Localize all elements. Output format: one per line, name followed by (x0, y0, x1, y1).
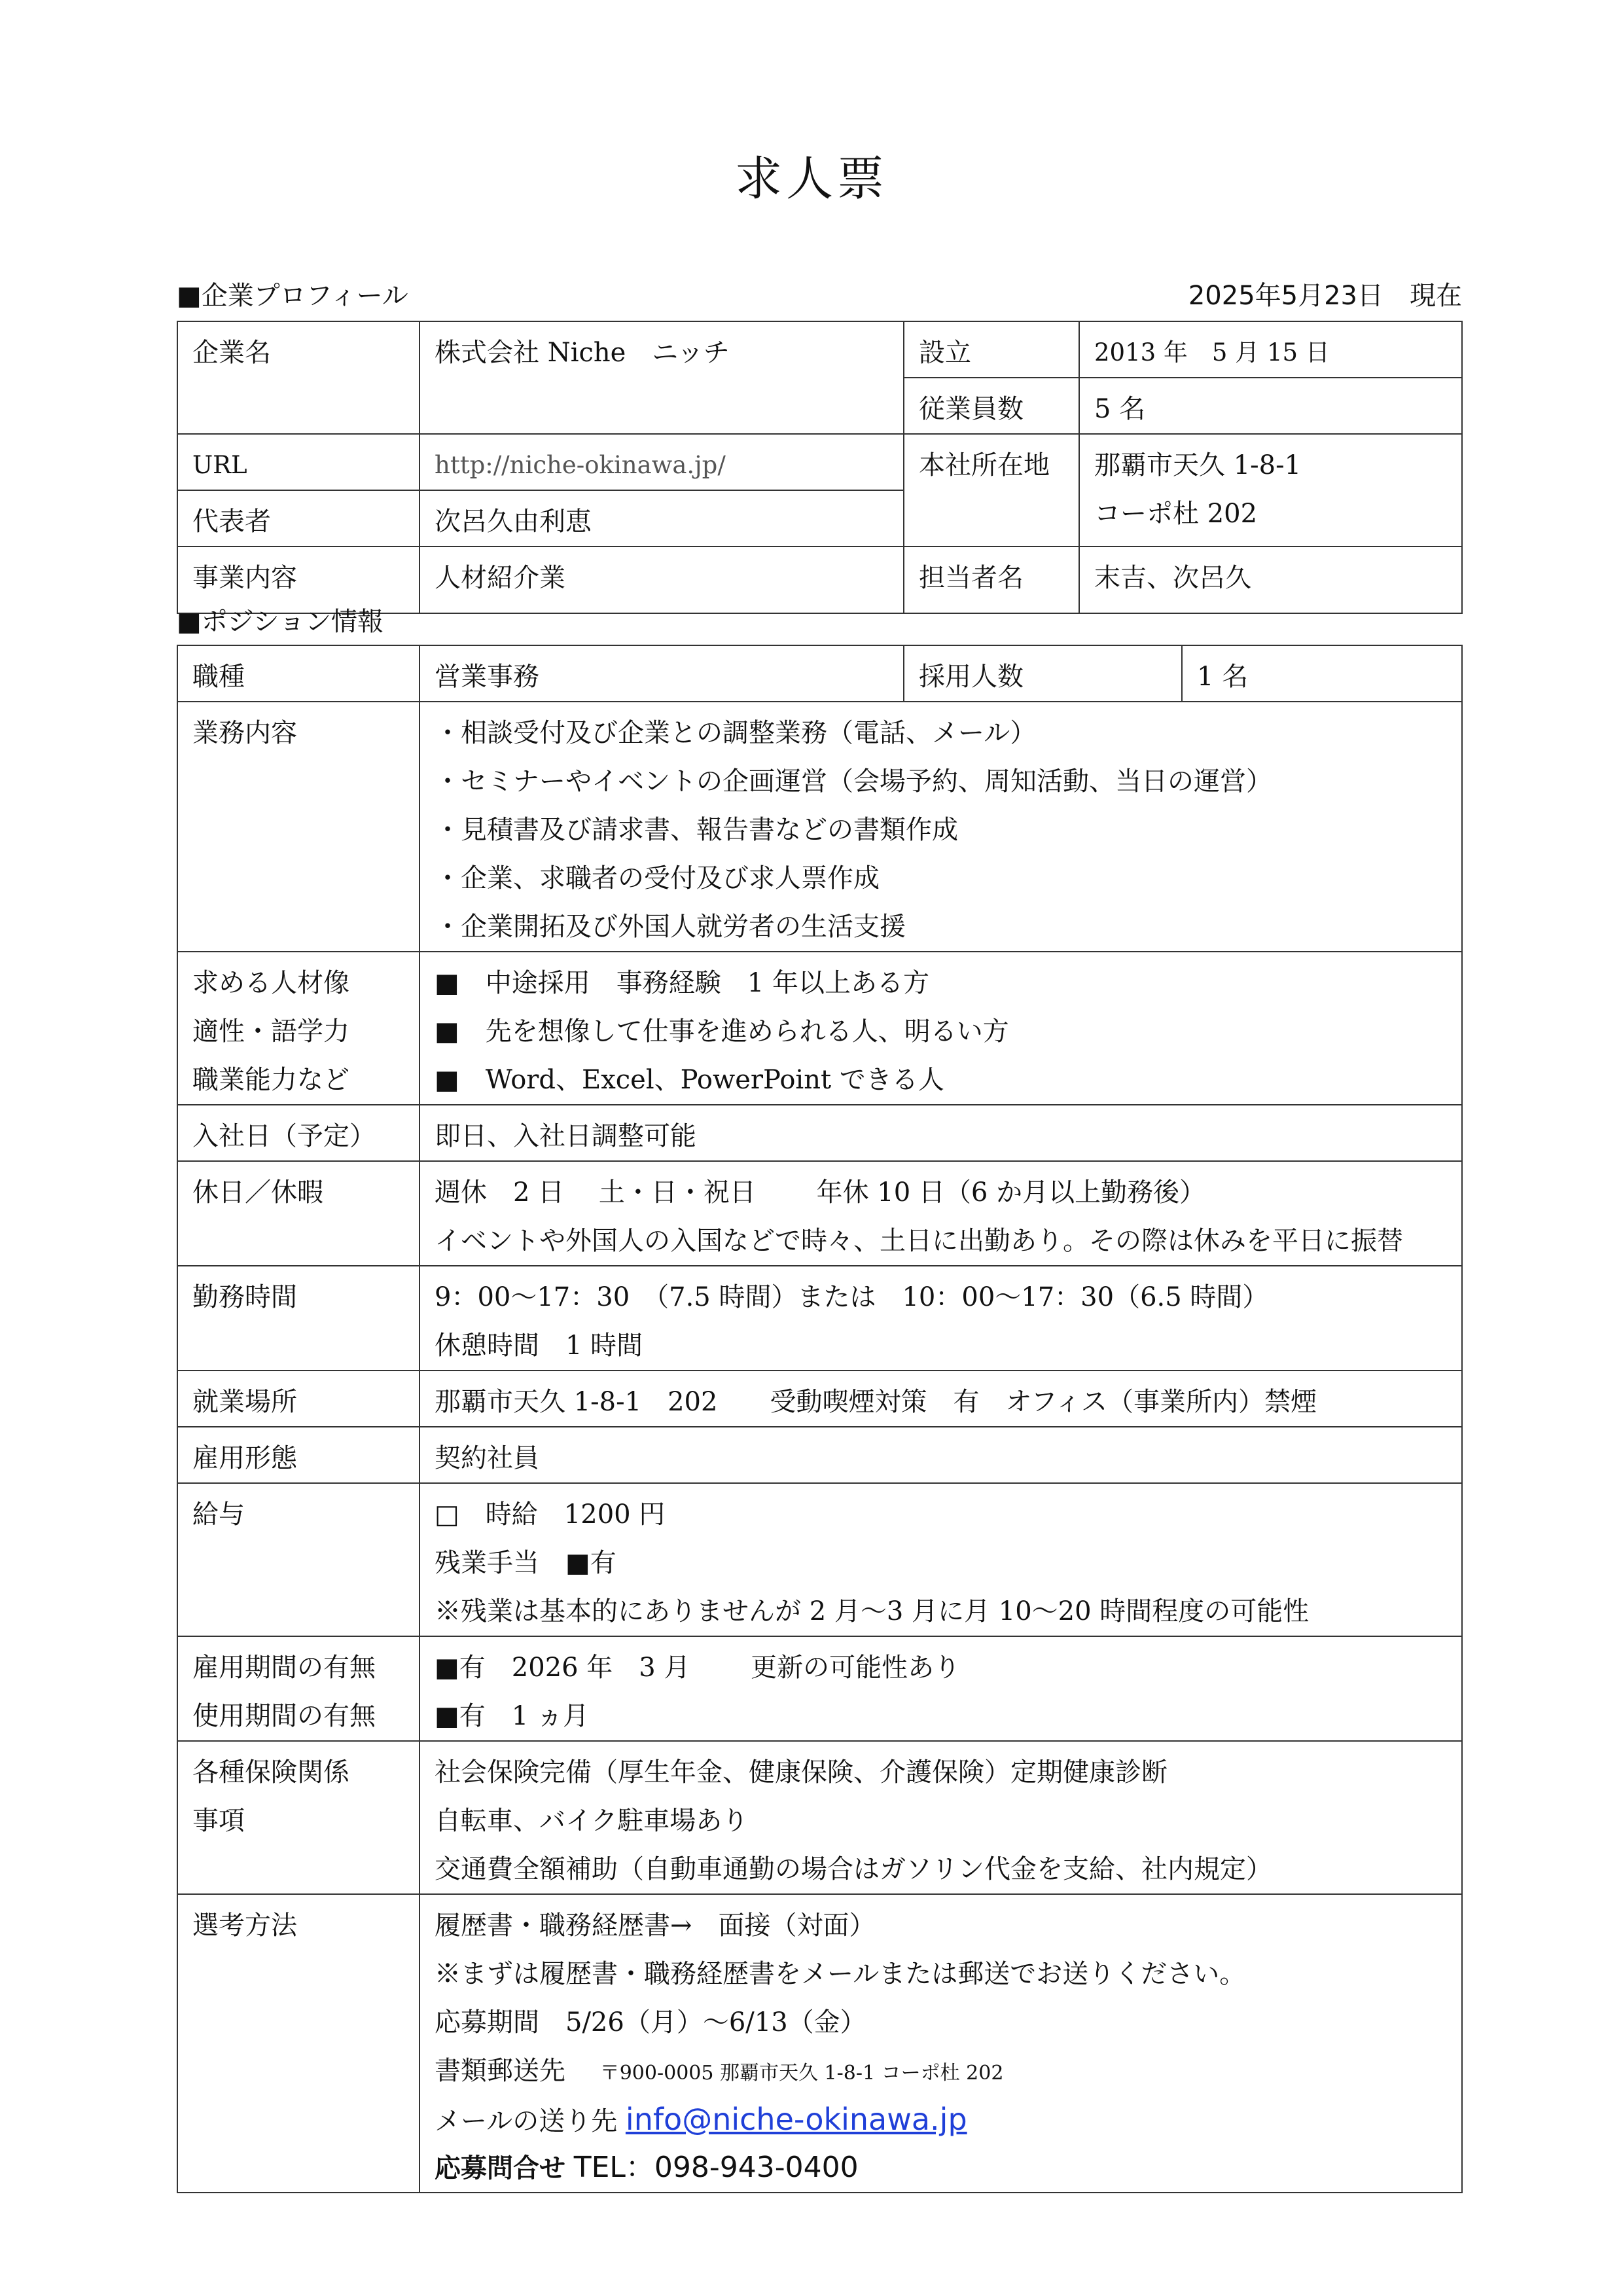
business-value: 人材紹介業 (419, 547, 904, 613)
contact-label: 担当者名 (904, 547, 1079, 613)
requirement-item: ■ 先を想像して仕事を進められる人、明るい方 (435, 1016, 1009, 1047)
probation-period-value: ■有 1 ヵ月 (435, 1701, 589, 1731)
phone-number[interactable]: TEL：098-943-0400 (573, 2151, 859, 2184)
requirements-list (419, 952, 1462, 1105)
duty-item: ・セミナーやイベントの企画運営（会場予約、周知活動、当日の運営） (435, 766, 1272, 797)
requirement-item: ■ Word、Excel、PowerPoint できる人 (435, 1065, 944, 1095)
founded-label: 設立 (904, 321, 1079, 378)
url-label: URL (177, 434, 419, 490)
hourly-wage-line: □ 時給 1200 円 (435, 1499, 666, 1530)
employees-value: 5 名 (1079, 378, 1462, 434)
salary-label: 給与 (177, 1483, 419, 1636)
employment-type-label: 雇用形態 (177, 1427, 419, 1483)
hq-building-line: コーポ杜 202 (1094, 499, 1258, 529)
parking-line: 自転車、バイク駐車場あり (435, 1806, 749, 1836)
work-hours-label: 勤務時間 (177, 1266, 419, 1371)
skills-label: 職業能力など (192, 1065, 349, 1095)
overtime-note: ※残業は基本的にありませんが 2 月〜3 月に月 10〜20 時間程度の可能性 (435, 1596, 1310, 1626)
representative-label: 代表者 (177, 490, 419, 547)
duty-item: ・企業開拓及び外国人就労者の生活支援 (435, 912, 906, 942)
duty-item: ・見積書及び請求書、報告書などの書類作成 (435, 815, 958, 845)
insurance-label-2: 事項 (192, 1806, 245, 1836)
url-value[interactable]: http://niche-okinawa.jp/ (419, 434, 904, 490)
selection-instructions: ※まずは履歴書・職務経歴書をメールまたは郵送でお送りください。 (435, 1959, 1246, 1989)
term-values (419, 1636, 1462, 1741)
mailing-address-line (435, 2047, 1447, 2095)
hires-label: 採用人数 (904, 645, 1182, 702)
requirements-label: 求める人材像 (192, 968, 349, 998)
application-period: 応募期間 5/26（月）〜6/13（金） (435, 2007, 866, 2037)
holidays-note: イベントや外国人の入国などで時々、土日に出勤あり。その際は休みを平日に振替 (435, 1226, 1403, 1256)
start-date-label: 入社日（予定） (177, 1105, 419, 1161)
job-type-label: 職種 (177, 645, 419, 702)
company-profile-heading: ■企業プロフィール (177, 281, 408, 311)
duties-label: 業務内容 (177, 702, 419, 952)
break-time-line: 休憩時間 1 時間 (435, 1331, 643, 1361)
employment-type-value: 契約社員 (419, 1427, 1462, 1483)
hq-label: 本社所在地 (904, 434, 1079, 547)
workplace-label: 就業場所 (177, 1371, 419, 1427)
mailing-address-value: 〒900-0005 那覇市天久 1-8-1 コーポ杜 202 (599, 2062, 1004, 2085)
employment-period-label: 雇用期間の有無 (192, 1653, 376, 1683)
mailing-address-label: 書類郵送先 (435, 2056, 565, 2086)
representative-value: 次呂久由利恵 (419, 490, 904, 547)
aptitude-label: 適性・語学力 (192, 1016, 349, 1047)
inquiry-line (435, 2144, 1447, 2192)
duties-list (419, 702, 1462, 952)
insurance-values (419, 1741, 1462, 1894)
commute-line: 交通費全額補助（自動車通勤の場合はガソリン代金を支給、社内規定） (435, 1854, 1272, 1884)
requirements-labels (177, 952, 419, 1105)
holidays-label: 休日／休暇 (177, 1161, 419, 1266)
selection-process-line: 履歴書・職務経歴書→ 面接（対面） (435, 1910, 876, 1941)
hq-value (1079, 434, 1462, 547)
position-info-table (177, 645, 1463, 2193)
requirement-item: ■ 中途採用 事務経験 1 年以上ある方 (435, 968, 929, 998)
founded-value: 2013 年 5 月 15 日 (1079, 321, 1462, 378)
as-of-date: 2025年5月23日 現在 (1188, 281, 1462, 311)
business-label: 事業内容 (177, 547, 419, 613)
insurance-line: 社会保険完備（厚生年金、健康保険、介護保険）定期健康診断 (435, 1757, 1168, 1787)
inquiry-label: 応募問合せ (435, 2153, 565, 2183)
employees-label: 従業員数 (904, 378, 1079, 434)
holidays-value (419, 1161, 1462, 1266)
email-line (435, 2095, 1447, 2144)
insurance-labels (177, 1741, 419, 1894)
holidays-line: 週休 2 日 土・日・祝日 年休 10 日（6 か月以上勤務後） (435, 1177, 1206, 1208)
job-type-value: 営業事務 (419, 645, 904, 702)
employment-period-value: ■有 2026 年 3 月 更新の可能性あり (435, 1653, 961, 1683)
workplace-value: 那覇市天久 1-8-1 202 受動喫煙対策 有 オフィス（事業所内）禁煙 (419, 1371, 1462, 1427)
start-date-value: 即日、入社日調整可能 (419, 1105, 1462, 1161)
duty-item: ・企業、求職者の受付及び求人票作成 (435, 863, 880, 893)
company-name-label: 企業名 (177, 321, 419, 434)
selection-value (419, 1894, 1462, 2193)
probation-period-label: 使用期間の有無 (192, 1701, 376, 1731)
hq-address-line: 那覇市天久 1-8-1 (1094, 450, 1302, 480)
work-hours-value (419, 1266, 1462, 1371)
email-link[interactable]: info@niche-okinawa.jp (625, 2102, 967, 2137)
hires-value: 1 名 (1182, 645, 1462, 702)
work-hours-line: 9：00〜17：30 （7.5 時間）または 10：00〜17：30（6.5 時間） (435, 1282, 1269, 1312)
overtime-line: 残業手当 ■有 (435, 1548, 616, 1578)
company-profile-table (177, 321, 1463, 614)
contact-value: 末吉、次呂久 (1079, 547, 1462, 613)
salary-value (419, 1483, 1462, 1636)
position-info-heading: ■ポジション情報 (177, 607, 383, 637)
insurance-label: 各種保険関係 (192, 1757, 349, 1787)
email-label: メールの送り先 (435, 2106, 618, 2136)
company-name-value: 株式会社 Niche ニッチ (419, 321, 904, 434)
document-title: 求人票 (734, 151, 888, 206)
selection-label: 選考方法 (177, 1894, 419, 2193)
duty-item: ・相談受付及び企業との調整業務（電話、メール） (435, 718, 1037, 748)
term-labels (177, 1636, 419, 1741)
